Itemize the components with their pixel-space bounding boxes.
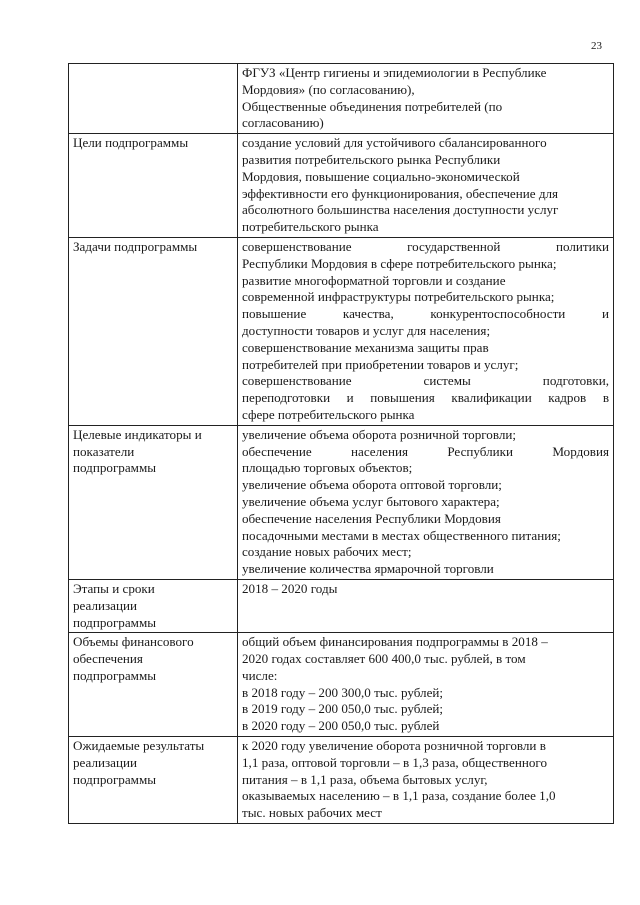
row-label-line: Этапы и сроки <box>73 580 155 596</box>
row-label-line: подпрограммы <box>73 614 157 630</box>
row-value-cell <box>238 633 614 737</box>
row-label-cell <box>69 237 238 425</box>
row-value-line: оказываемых населению – в 1,1 раза, создание более 1,0 <box>242 788 556 804</box>
row-value-line: площадью торговых объектов; <box>242 460 413 476</box>
subprogram-passport-table <box>68 63 614 824</box>
table-row <box>69 237 614 425</box>
row-value-line: 2018 – 2020 годы <box>242 580 338 596</box>
table-row <box>69 633 614 737</box>
row-value-line: современной инфраструктуры потребительского рынка; <box>242 289 555 305</box>
row-value-line: тыс. новых рабочих мест <box>242 805 382 821</box>
row-value-line: обеспечение населения Республики Мордовия <box>242 510 501 526</box>
row-value-line: обеспечение населения Республики Мордовия <box>242 443 609 459</box>
row-value-cell <box>238 134 614 238</box>
row-value-line: 1,1 раза, оптовой торговли – в 1,3 раза, общественного <box>242 754 547 770</box>
row-label-line: Цели подпрограммы <box>73 135 189 151</box>
row-value-line: в 2020 году – 200 050,0 тыс. рублей <box>242 718 440 734</box>
row-label-line: Целевые индикаторы и <box>73 426 202 442</box>
table-row <box>69 64 614 134</box>
row-value-line: увеличение объема услуг бытового характера; <box>242 493 500 509</box>
row-label-line: подпрограммы <box>73 667 157 683</box>
row-value-line: Мордовия, повышение социально-экономической <box>242 168 520 184</box>
row-value-line: эффективности его функционирования, обеспечение для <box>242 185 559 201</box>
row-value-line: в 2019 году – 200 050,0 тыс. рублей; <box>242 701 444 717</box>
row-value-line: общий объем финансирования подпрограммы в 2018 – <box>242 634 548 650</box>
row-value-line: увеличение объема оборота розничной торговли; <box>242 426 517 442</box>
row-value-line: повышение качества, конкурентоспособности и <box>242 306 609 322</box>
table-row <box>69 425 614 579</box>
row-value-line: к 2020 году увеличение оборота розничной торговли в <box>242 738 546 754</box>
row-value-line: 2020 годах составляет 600 400,0 тыс. рублей, в том <box>242 651 526 667</box>
row-value-line: согласованию) <box>242 115 324 131</box>
row-value-line: создание условий для устойчивого сбалансированного <box>242 135 547 151</box>
row-value-line: в 2018 году – 200 300,0 тыс. рублей; <box>242 684 444 700</box>
row-label-line: обеспечения <box>73 651 143 667</box>
row-value-line: совершенствование механизма защиты прав <box>242 339 489 355</box>
row-value-cell <box>238 737 614 824</box>
row-value-line: доступности товаров и услуг для населения; <box>242 322 491 338</box>
table-body <box>69 64 614 824</box>
table-row <box>69 737 614 824</box>
row-label-cell <box>69 737 238 824</box>
row-value-cell <box>238 64 614 134</box>
row-label-line: показатели <box>73 443 135 459</box>
row-value-line: питания – в 1,1 раза, объема бытовых услуг, <box>242 771 488 787</box>
row-label-cell <box>69 425 238 579</box>
row-value-line: развития потребительского рынка Республики <box>242 151 501 167</box>
row-label-line: Задачи подпрограммы <box>73 238 198 254</box>
row-label-line: Объемы финансового <box>73 634 194 650</box>
row-value-line: создание новых рабочих мест; <box>242 544 412 560</box>
row-value-line: совершенствование государственной политики <box>242 238 609 254</box>
row-label-cell <box>69 579 238 632</box>
row-label-line: реализации <box>73 597 137 613</box>
table-row <box>69 579 614 632</box>
row-label-line: подпрограммы <box>73 460 157 476</box>
row-value-line: Республики Мордовия в сфере потребительского рынка; <box>242 255 557 271</box>
row-label-cell <box>69 64 238 134</box>
row-label-line: подпрограммы <box>73 771 157 787</box>
row-label-line: Ожидаемые результаты <box>73 738 205 754</box>
row-value-line: абсолютного большинства населения доступности услуг <box>242 202 559 218</box>
row-value-line: Мордовия» (по согласованию), <box>242 81 415 97</box>
row-label-line: реализации <box>73 754 137 770</box>
row-value-line: потребительского рынка <box>242 219 379 235</box>
row-label-cell <box>69 633 238 737</box>
row-label-cell <box>69 134 238 238</box>
row-value-line: увеличение объема оборота оптовой торговли; <box>242 477 502 493</box>
page-number: 23 <box>591 40 602 52</box>
row-value-line: совершенствование системы подготовки, <box>242 373 609 389</box>
row-value-line: сфере потребительского рынка <box>242 406 415 422</box>
row-value-line: ФГУЗ «Центр гигиены и эпидемиологии в Республике <box>242 65 547 80</box>
row-value-line: увеличение количества ярмарочной торговли <box>242 561 494 577</box>
row-value-cell <box>238 579 614 632</box>
row-value-line: переподготовки и повышения квалификации кадров в <box>242 390 609 406</box>
row-value-cell <box>238 237 614 425</box>
row-value-line: Общественные объединения потребителей (по <box>242 98 503 114</box>
row-value-line: посадочными местами в местах общественного питания; <box>242 527 561 543</box>
row-value-cell <box>238 425 614 579</box>
row-value-line: потребителей при приобретении товаров и услуг; <box>242 356 519 372</box>
table-row <box>69 134 614 238</box>
row-value-line: числе: <box>242 667 278 683</box>
row-value-line: развитие многоформатной торговли и создание <box>242 272 506 288</box>
